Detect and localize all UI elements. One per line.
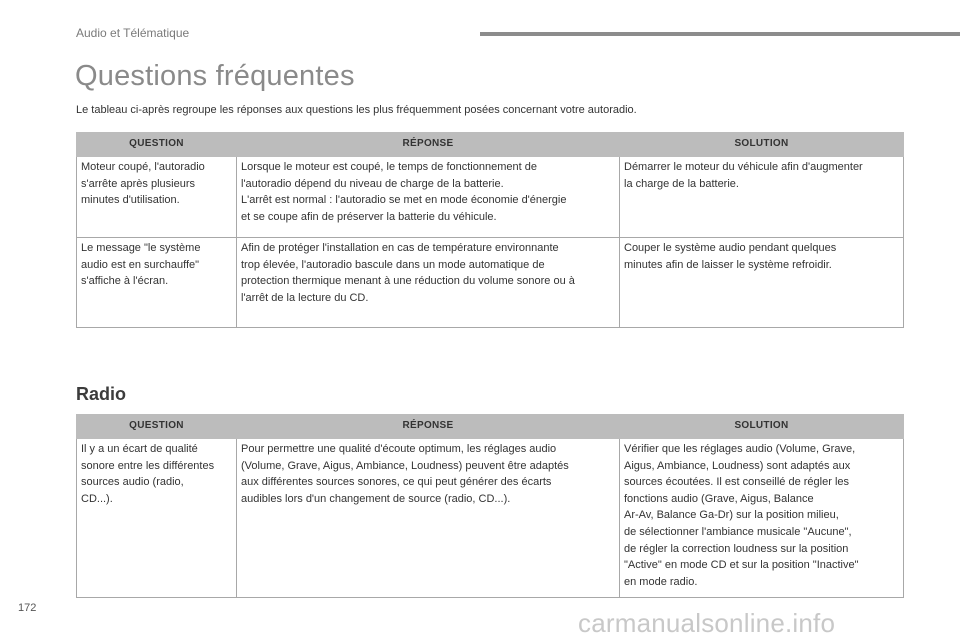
page-title: Questions fréquentes [75, 60, 355, 92]
column-header-question: QUESTION [77, 133, 237, 157]
column-header-answer: RÉPONSE [237, 133, 620, 157]
column-header-solution: SOLUTION [620, 415, 904, 439]
watermark: carmanualsonline.info [578, 608, 836, 638]
header-bar [480, 32, 960, 36]
answer-cell: Pour permettre une qualité d'écoute optimum, les réglages audio (Volume, Grave, Aigus, Ambiance, Loudness) peuvent être adaptés aux différentes sources sonores, ce qui peut générer des écarts audibles lors d'un changement de source (radio, CD...). [237, 439, 620, 598]
table-header-row [77, 415, 904, 439]
intro-text: Le tableau ci-après regroupe les réponses aux questions les plus fréquemment posées concernant votre autoradio. [76, 104, 637, 116]
page-number: 172 [18, 602, 37, 614]
question-cell: Le message "le système audio est en surchauffe" s'affiche à l'écran. [77, 238, 237, 328]
answer-cell: Afin de protéger l'installation en cas de température environnante trop élevée, l'autoradio bascule dans un mode automatique de protection thermique menant à une réduction du volume sonore ou à l'arrêt de la lecture du CD. [237, 238, 620, 328]
solution-cell: Couper le système audio pendant quelques minutes afin de laisser le système refroidir. [620, 238, 904, 328]
table-header-row [77, 133, 904, 157]
table-row [77, 157, 904, 238]
header-section-title: Audio et Télématique [76, 26, 190, 40]
column-header-answer: RÉPONSE [237, 415, 620, 439]
column-header-solution: SOLUTION [620, 133, 904, 157]
question-cell: Il y a un écart de qualité sonore entre les différentes sources audio (radio, CD...). [77, 439, 237, 598]
column-header-question: QUESTION [77, 415, 237, 439]
solution-cell: Démarrer le moteur du véhicule afin d'augmenter la charge de la batterie. [620, 157, 904, 238]
table-row [77, 439, 904, 598]
question-cell: Moteur coupé, l'autoradio s'arrête après plusieurs minutes d'utilisation. [77, 157, 237, 238]
section-title-radio: Radio [76, 384, 127, 404]
faq-table-radio [76, 414, 904, 598]
faq-table-general [76, 132, 904, 328]
table-row [77, 238, 904, 328]
answer-cell: Lorsque le moteur est coupé, le temps de fonctionnement de l'autoradio dépend du niveau de charge de la batterie. L'arrêt est normal : l'autoradio se met en mode économie d'énergie et se coupe afin de préserver la batterie du véhicule. [237, 157, 620, 238]
solution-cell: Vérifier que les réglages audio (Volume, Grave, Aigus, Ambiance, Loudness) sont adaptés aux sources écoutées. Il est conseillé de régler les fonctions audio (Grave, Aigus, Balance Ar-Av, Balance Ga-Dr) sur la position milieu, de sélectionner l'ambiance musicale "Aucune", de régler la correction loudness sur la position "Active" en mode CD et sur la position "Inactive" en mode radio. [620, 439, 904, 598]
